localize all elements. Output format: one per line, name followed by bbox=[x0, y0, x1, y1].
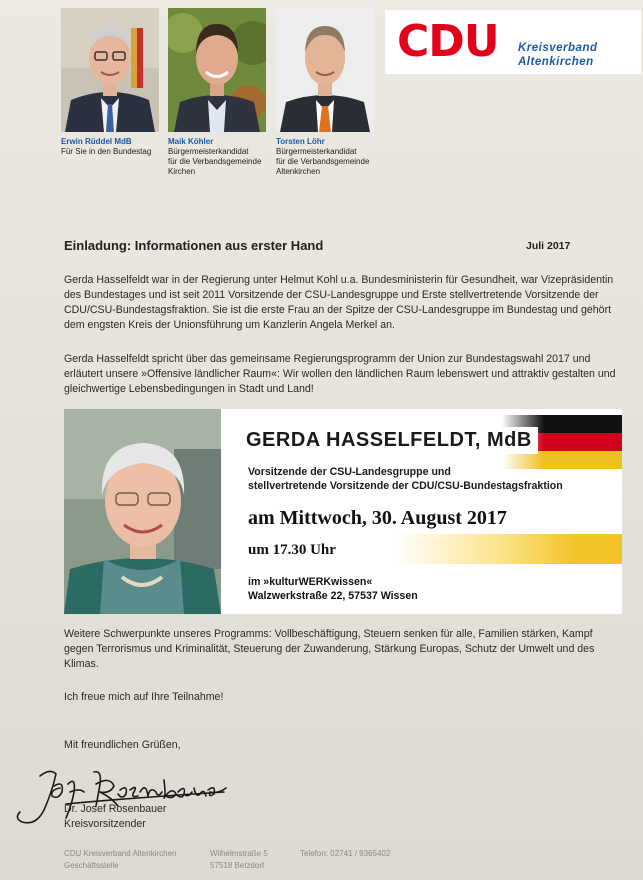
logo-line-2: Altenkirchen bbox=[518, 56, 594, 68]
person-name: Torsten Löhr bbox=[276, 137, 325, 146]
photo-maik-koehler bbox=[168, 8, 266, 132]
speaker-portrait bbox=[64, 409, 221, 614]
event-date: am Mittwoch, 30. August 2017 bbox=[248, 507, 507, 529]
footer-address-line-2: 57518 Betzdorf bbox=[210, 861, 265, 870]
footer-org-line-2: Geschäftsstelle bbox=[64, 861, 119, 870]
paragraph-2: Gerda Hasselfeldt spricht über das gemeinsame Regierungsprogramm der Union zur Bundestagswahl 2017 und erläutert unsere »Offensive ländlicher Raum«: Wir wollen den ländlichen Raum lebenswert und attraktiv gestalten und gleichwertige Lebensbedingungen in Stadt und Land! bbox=[64, 353, 616, 395]
speaker-role-line-2: stellvertretende Vorsitzende der CDU/CSU-Bundestagsfraktion bbox=[248, 480, 563, 492]
person-name: Maik Köhler bbox=[168, 137, 214, 146]
person-role: Bürgermeisterkandidat für die Verbandsgemeinde Altenkirchen bbox=[276, 147, 370, 176]
photo-erwin-rueddel bbox=[61, 8, 159, 132]
venue-name: im »kulturWERKwissen« bbox=[248, 576, 373, 588]
footer-address bbox=[210, 848, 268, 872]
footer-org-line-1: CDU Kreisverband Altenkirchen bbox=[64, 849, 177, 858]
person-role: Bürgermeisterkandidat für die Verbandsgemeinde Kirchen bbox=[168, 147, 262, 176]
person-name: Erwin Rüddel MdB bbox=[61, 137, 132, 146]
event-time: um 17.30 Uhr bbox=[248, 542, 336, 558]
photo-torsten-loehr bbox=[276, 8, 374, 132]
signer-name: Dr. Josef Rosenbauer bbox=[64, 803, 167, 815]
footer-address-line-1: Wilhelmstraße 5 bbox=[210, 849, 268, 858]
closing: Mit freundlichen Grüßen, bbox=[64, 739, 181, 751]
speaker-role bbox=[248, 465, 563, 493]
speaker-name: GERDA HASSELFELDT, MdB bbox=[240, 427, 538, 454]
venue-address: Walzwerkstraße 22, 57537 Wissen bbox=[248, 590, 418, 602]
logo-subtitle bbox=[518, 41, 598, 69]
paragraph-1: Gerda Hasselfeldt war in der Regierung unter Helmut Kohl u.a. Bundesministerin für Gesundheit, war Vizepräsidentin des Bundestages und ist seit 2011 Vorsitzende der CSU-Landesgruppe und Erste stellvertretende Vorsitzende der CDU/CSU-Bundestagsfraktion. Sie ist die erste Frau an der Spitze der CSU-Landesgruppe im Bundestag und gehört dem engsten Kreis der Unionsführung um Kanzlerin Angela Merkel an. bbox=[64, 274, 614, 331]
person-role: Für Sie in den Bundestag bbox=[61, 147, 152, 156]
speaker-role-line-1: Vorsitzende der CSU-Landesgruppe und bbox=[248, 466, 451, 478]
logo-line-1: Kreisverband bbox=[518, 42, 598, 54]
caption-torsten-loehr bbox=[276, 137, 369, 177]
letter-date: Juli 2017 bbox=[526, 240, 571, 252]
caption-erwin-rueddel bbox=[61, 137, 151, 157]
footer-phone: Telefon: 02741 / 9365402 bbox=[300, 849, 391, 858]
gold-accent-bar bbox=[394, 534, 622, 564]
event-venue bbox=[248, 575, 418, 603]
cdu-logo bbox=[385, 10, 641, 74]
paragraph-4: Ich freue mich auf Ihre Teilnahme! bbox=[64, 691, 224, 703]
caption-maik-koehler bbox=[168, 137, 261, 177]
paragraph-3: Weitere Schwerpunkte unseres Programms: Vollbeschäftigung, Steuern senken für alle, Familien stärken, Kampf gegen Terrorismus und Kriminalität, Steuerung der Zuwanderung, Stärkung Europas, Schutz der Umwelt und des Klimas. bbox=[64, 628, 595, 670]
logo-wordmark: CDU bbox=[397, 16, 499, 67]
event-banner bbox=[64, 409, 622, 614]
signer-role: Kreisvorsitzender bbox=[64, 818, 146, 830]
letter-title: Einladung: Informationen aus erster Hand bbox=[64, 238, 324, 253]
footer-organisation bbox=[64, 848, 177, 872]
